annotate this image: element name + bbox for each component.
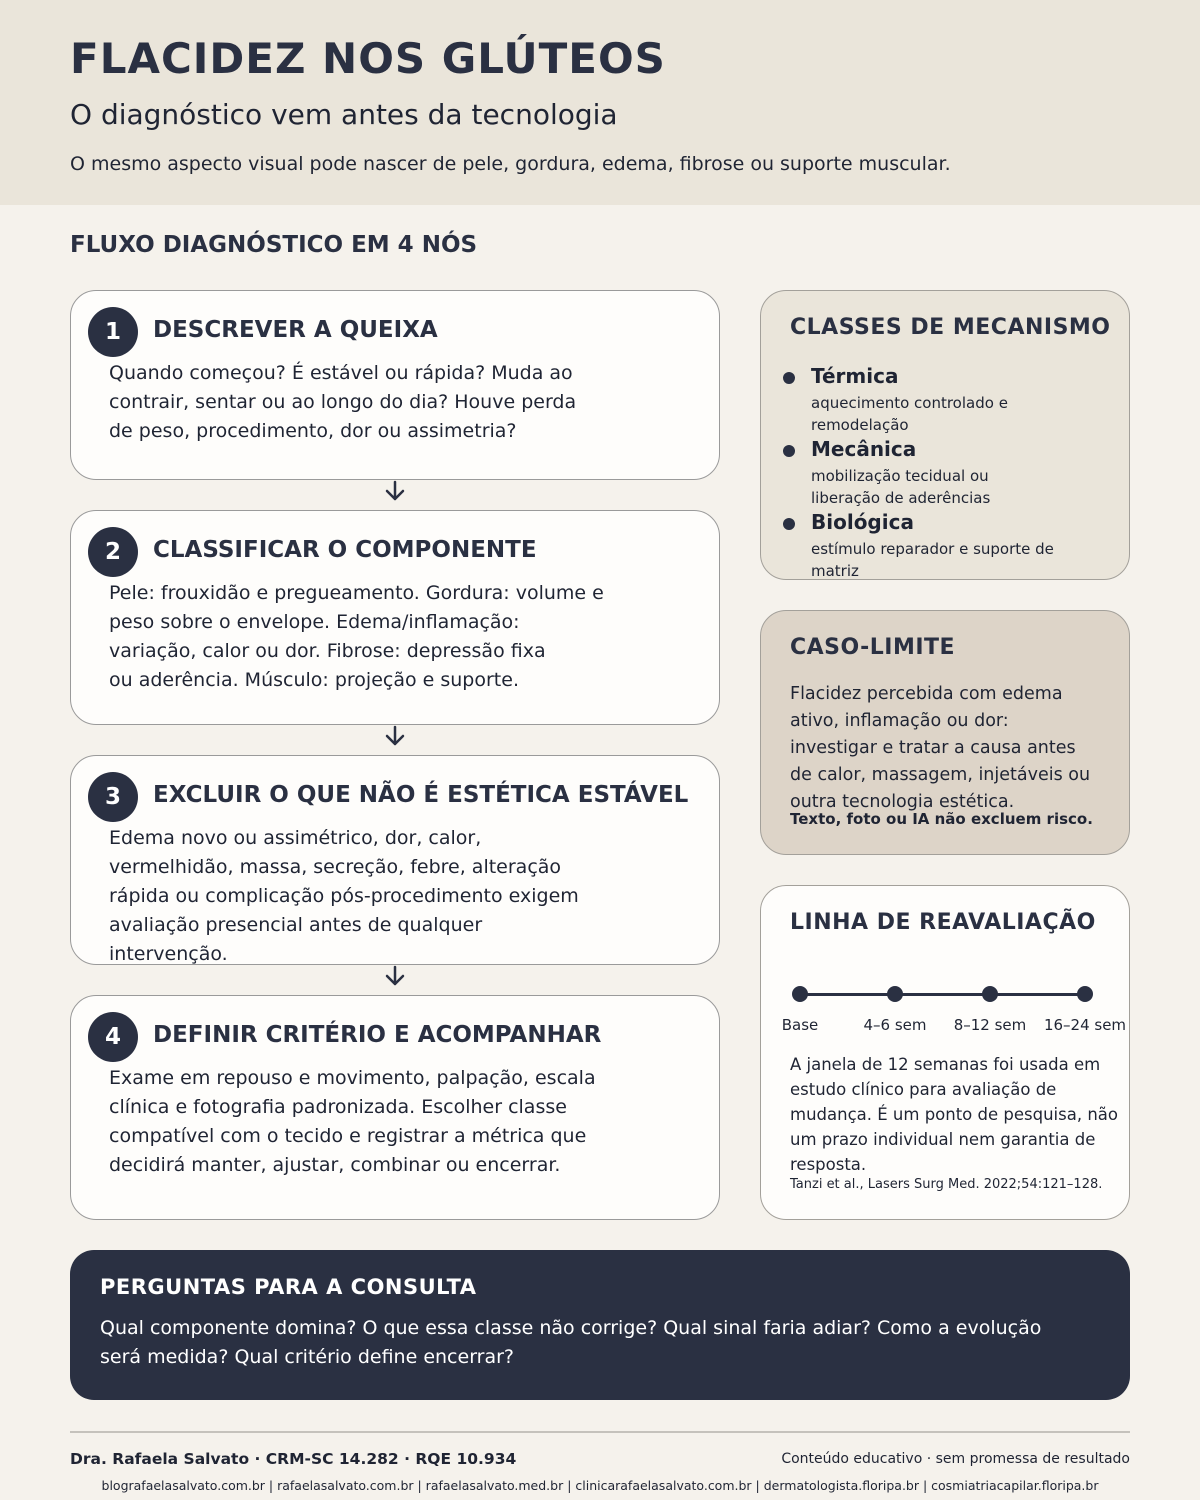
step-card-3 (70, 755, 720, 965)
mechanism-desc-line: matriz (811, 562, 859, 580)
step-line: Exame em repouso e movimento, palpação, escala (109, 1067, 596, 1089)
step-line: Pele: frouxidão e pregueamento. Gordura: volume e (109, 582, 604, 604)
footer-sites: blografaelasalvato.com.br | rafaelasalvato.com.br | rafaelasalvato.med.br | clinicarafaelasalvato.com.br | dermatologista.floripa.br | cosmiatriacapilar.floripa.br (101, 1478, 1099, 1493)
step-line: ou aderência. Músculo: projeção e suporte. (109, 669, 519, 691)
arrow-down-icon (383, 964, 407, 988)
step-body (109, 579, 604, 695)
mechanism-desc-line: mobilização tecidual ou (811, 467, 989, 485)
header-band (0, 0, 1200, 205)
timeline-label: 4–6 sem (863, 1016, 927, 1034)
timeline-dot (887, 986, 903, 1002)
reavaliacao-line: um prazo individual nem garantia de (790, 1130, 1096, 1149)
step-line: vermelhidão, massa, secreção, febre, alteração (109, 856, 562, 878)
page-subtitle: O diagnóstico vem antes da tecnologia (70, 98, 618, 131)
mechanism-desc (811, 392, 1008, 436)
step-line: clínica e fotografia padronizada. Escolher classe (109, 1096, 567, 1118)
reavaliacao-body (790, 1052, 1130, 1177)
questions-line: será medida? Qual critério define encerrar? (100, 1346, 515, 1368)
questions-title: PERGUNTAS PARA A CONSULTA (100, 1275, 477, 1299)
timeline-line (799, 993, 1085, 996)
footer-disclaimer: Conteúdo educativo · sem promessa de resultado (781, 1451, 1130, 1467)
footer-divider (70, 1431, 1130, 1433)
step-line: Quando começou? É estável ou rápida? Muda ao (109, 362, 573, 384)
caso-limite-line: ativo, inflamação ou dor: (790, 711, 1009, 731)
reavaliacao-line: resposta. (790, 1155, 867, 1174)
step-title: DESCREVER A QUEIXA (153, 317, 438, 343)
caso-limite-line: investigar e tratar a causa antes (790, 738, 1076, 758)
step-number-badge: 3 (88, 772, 138, 822)
bullet-icon (783, 518, 795, 530)
timeline-label: 16–24 sem (1043, 1016, 1127, 1034)
mechanism-desc (811, 465, 990, 509)
mechanism-desc-line: aquecimento controlado e (811, 394, 1008, 412)
caso-limite-card (760, 610, 1130, 855)
step-line: rápida ou complicação pós-procedimento exigem (109, 885, 579, 907)
step-title: EXCLUIR O QUE NÃO É ESTÉTICA ESTÁVEL (153, 782, 689, 808)
step-body (109, 359, 576, 446)
questions-panel (70, 1250, 1130, 1400)
bullet-icon (783, 372, 795, 384)
reavaliacao-line: mudança. É um ponto de pesquisa, não (790, 1105, 1118, 1124)
reavaliacao-citation: Tanzi et al., Lasers Surg Med. 2022;54:121–128. (790, 1177, 1103, 1192)
caso-limite-emphasis: Texto, foto ou IA não excluem risco. (790, 810, 1093, 828)
mechanism-name: Térmica (811, 364, 899, 388)
caso-limite-body (790, 681, 1090, 816)
step-card-1 (70, 290, 720, 480)
bullet-icon (783, 445, 795, 457)
step-line: contrair, sentar ou ao longo do dia? Houve perda (109, 391, 577, 413)
step-number-badge: 4 (88, 1012, 138, 1062)
page-title: FLACIDEZ NOS GLÚTEOS (70, 34, 666, 83)
step-card-4 (70, 995, 720, 1220)
mechanisms-title: CLASSES DE MECANISMO (790, 315, 1111, 340)
timeline-label: 8–12 sem (953, 1016, 1027, 1034)
step-card-2 (70, 510, 720, 725)
step-line: de peso, procedimento, dor ou assimetria? (109, 420, 517, 442)
step-line: decidirá manter, ajustar, combinar ou encerrar. (109, 1154, 561, 1176)
step-line: Edema novo ou assimétrico, dor, calor, (109, 827, 482, 849)
page-lede: O mesmo aspecto visual pode nascer de pele, gordura, edema, fibrose ou suporte muscular. (70, 153, 951, 175)
reavaliacao-line: estudo clínico para avaliação de (790, 1080, 1057, 1099)
caso-limite-line: outra tecnologia estética. (790, 792, 1015, 812)
step-line: variação, calor ou dor. Fibrose: depressão fixa (109, 640, 546, 662)
step-body (109, 1064, 596, 1180)
timeline-dot (792, 986, 808, 1002)
step-line: avaliação presencial antes de qualquer (109, 914, 483, 936)
timeline-dot (1077, 986, 1093, 1002)
mechanism-name: Biológica (811, 510, 914, 534)
mechanism-name: Mecânica (811, 437, 917, 461)
flow-section-title: FLUXO DIAGNÓSTICO EM 4 NÓS (70, 232, 478, 258)
mechanism-desc (811, 538, 1054, 582)
reavaliacao-line: A janela de 12 semanas foi usada em (790, 1055, 1101, 1074)
questions-body (100, 1314, 1110, 1372)
reavaliacao-card (760, 885, 1130, 1220)
step-title: CLASSIFICAR O COMPONENTE (153, 537, 537, 563)
mechanism-desc-line: liberação de aderências (811, 489, 991, 507)
step-number-badge: 2 (88, 527, 138, 577)
timeline-dot (982, 986, 998, 1002)
footer-author: Dra. Rafaela Salvato · CRM-SC 14.282 · RQE 10.934 (70, 1450, 517, 1468)
caso-limite-title: CASO-LIMITE (790, 635, 956, 660)
mechanisms-card (760, 290, 1130, 580)
questions-line: Qual componente domina? O que essa classe não corrige? Qual sinal faria adiar? Como a evolução (100, 1317, 1042, 1339)
step-line: intervenção. (109, 943, 228, 965)
step-line: peso sobre o envelope. Edema/inflamação: (109, 611, 520, 633)
reavaliacao-title: LINHA DE REAVALIAÇÃO (790, 910, 1096, 935)
mechanism-desc-line: remodelação (811, 416, 909, 434)
arrow-down-icon (383, 724, 407, 748)
caso-limite-line: Flacidez percebida com edema (790, 684, 1063, 704)
step-number-badge: 1 (88, 307, 138, 357)
step-body (109, 824, 579, 969)
arrow-down-icon (383, 479, 407, 503)
mechanism-desc-line: estímulo reparador e suporte de (811, 540, 1054, 558)
step-title: DEFINIR CRITÉRIO E ACOMPANHAR (153, 1022, 602, 1048)
step-line: compatível com o tecido e registrar a métrica que (109, 1125, 587, 1147)
caso-limite-line: de calor, massagem, injetáveis ou (790, 765, 1091, 785)
timeline-label: Base (781, 1016, 819, 1034)
